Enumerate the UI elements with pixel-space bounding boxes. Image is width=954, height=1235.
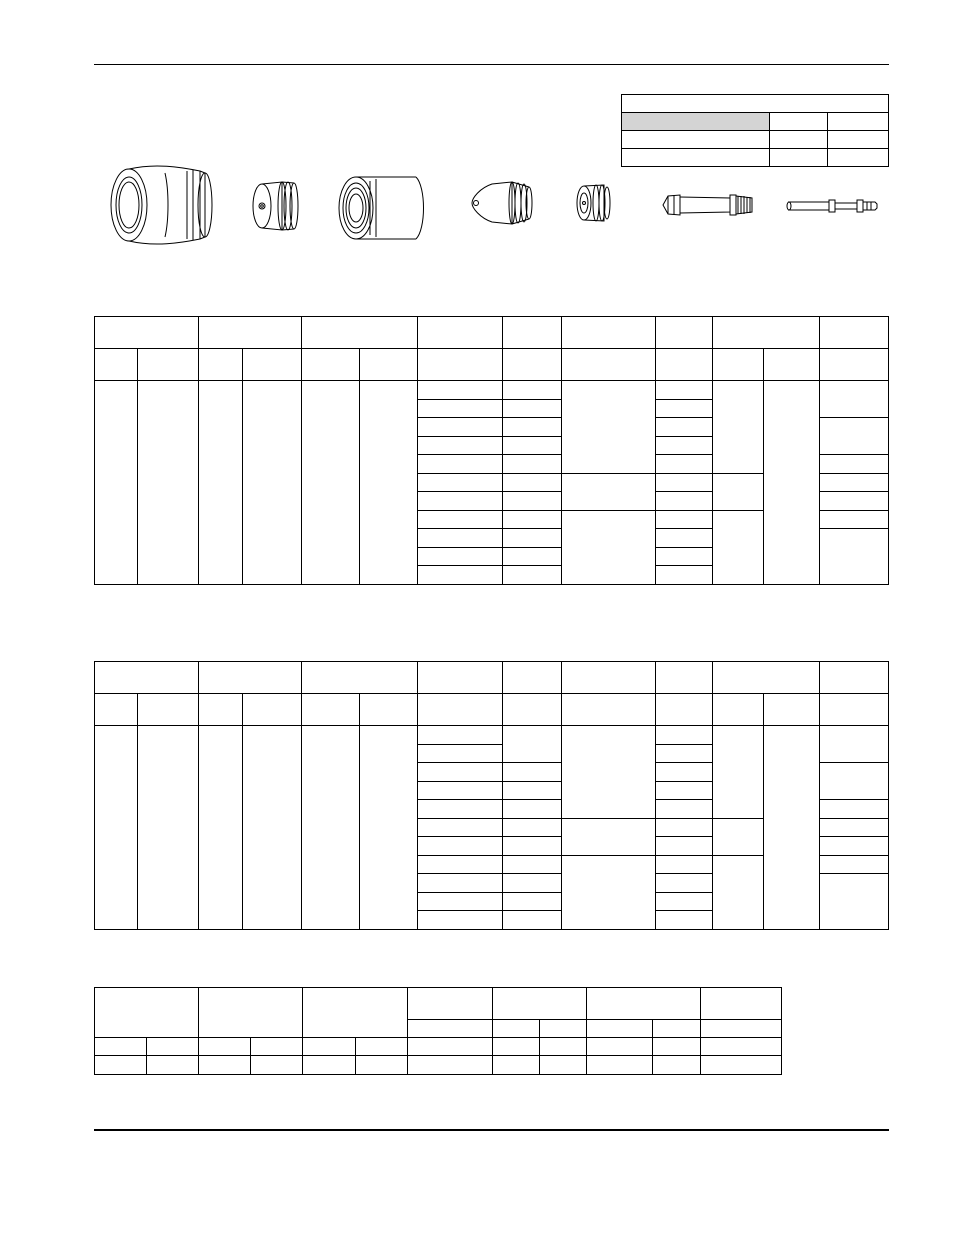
table-subheader-row: [95, 349, 889, 381]
summary-table: [94, 987, 782, 1075]
electrode-icon: [660, 190, 756, 220]
table-header-row: [95, 662, 889, 694]
summary-header-row: [95, 988, 782, 1020]
table-row: [95, 726, 889, 745]
shield-cap-icon: [105, 165, 220, 245]
key-table-header: [622, 113, 770, 131]
footer-rule: [94, 1129, 889, 1131]
consumables-table-1: [94, 316, 889, 585]
water-tube-icon: [785, 197, 883, 217]
swirl-ring-icon: [574, 182, 614, 224]
table-subheader-row: [95, 694, 889, 726]
table-header-row: [95, 317, 889, 349]
nozzle-icon: [468, 180, 534, 226]
shield-small-icon: [250, 178, 300, 233]
key-table-title: [622, 95, 889, 113]
header-rule: [94, 64, 889, 65]
key-table: [621, 94, 889, 167]
retaining-cap-icon: [336, 175, 428, 241]
table-row: [95, 381, 889, 400]
summary-row: [95, 1056, 782, 1075]
summary-row: [95, 1038, 782, 1056]
consumables-table-2: [94, 661, 889, 930]
